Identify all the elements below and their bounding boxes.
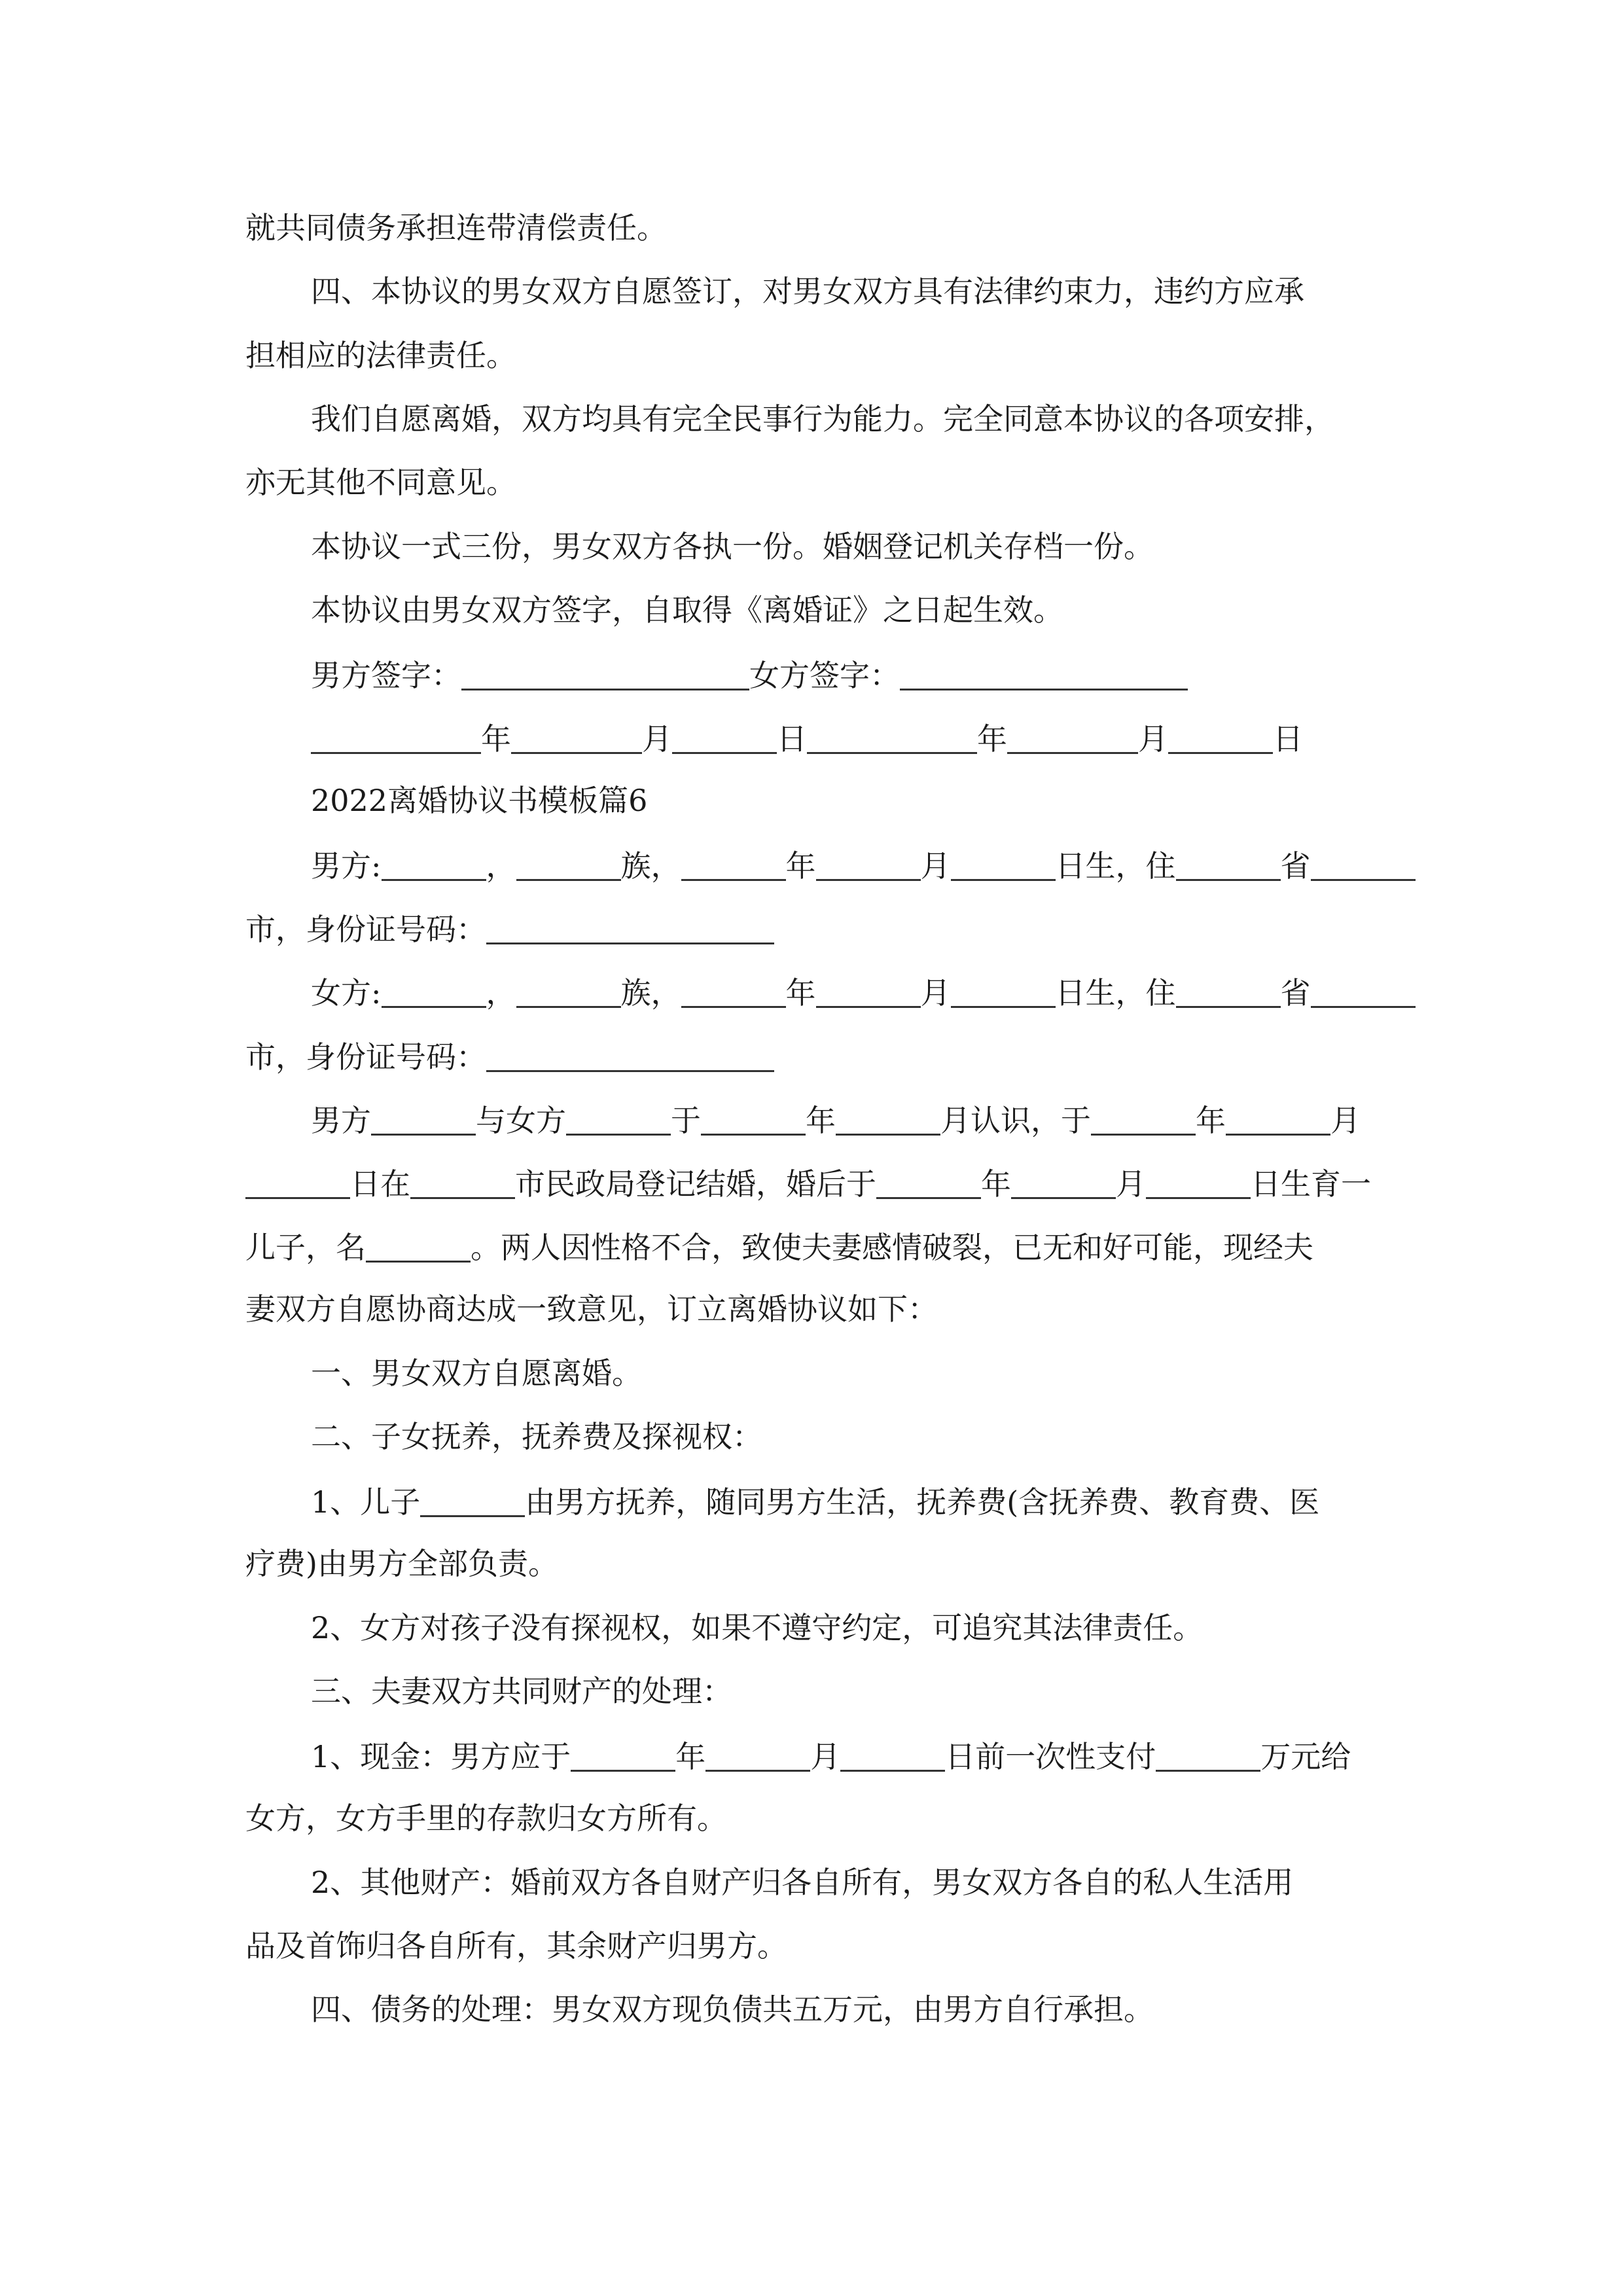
- blank: [516, 849, 621, 881]
- label: 年: [981, 1166, 1011, 1202]
- text-line: 女方，女方手里的存款归女方所有。: [245, 1801, 727, 1836]
- male-signature-blank: [461, 658, 749, 691]
- label: 省: [1280, 848, 1311, 884]
- blank: [951, 976, 1056, 1008]
- day-label: 日: [777, 721, 807, 757]
- label: 月: [920, 848, 951, 884]
- date-blank: [1168, 722, 1273, 754]
- text-line: 一、男女双方自愿离婚。: [311, 1355, 642, 1391]
- label: 月: [810, 1739, 841, 1775]
- label: 月: [1116, 1166, 1146, 1202]
- blank: [705, 1740, 810, 1772]
- label: 由男方抚养，随同男方生活，抚养费(含抚养费、教育费、医: [525, 1484, 1320, 1520]
- blank: [816, 849, 921, 881]
- year-label: 年: [481, 721, 511, 757]
- male-id-line: [245, 912, 774, 948]
- text-line: [245, 1230, 1313, 1266]
- blank: [1176, 849, 1281, 881]
- blank: [382, 976, 486, 1008]
- year-label: 年: [977, 721, 1007, 757]
- label: 儿子，名: [245, 1230, 366, 1266]
- blank: [836, 1103, 940, 1136]
- text-line: [245, 1166, 1371, 1202]
- female-signature-blank: [900, 658, 1188, 691]
- blank: [566, 1103, 671, 1136]
- text-line: [311, 1484, 1320, 1520]
- day-label: 日: [1273, 721, 1303, 757]
- label: 与女方: [476, 1103, 566, 1139]
- text-line: 2、女方对孩子没有探视权，如果不遵守约定，可追究其法律责任。: [311, 1610, 1204, 1645]
- female-info-line: [311, 975, 1416, 1011]
- blank: [1226, 1103, 1330, 1136]
- label: 市，身份证号码：: [245, 1039, 486, 1075]
- text-line: 四、本协议的男女双方自愿签订，对男女双方具有法律约束力，违约方应承: [311, 274, 1304, 309]
- text-line: 四、债务的处理：男女双方现负债共五万元，由男方自行承担。: [311, 1992, 1154, 2027]
- label: 日生，住: [1055, 848, 1176, 884]
- label: 日生育一: [1251, 1166, 1371, 1202]
- blank: [951, 849, 1056, 881]
- text-line: [311, 1103, 1361, 1139]
- text-line: 亦无其他不同意见。: [245, 465, 516, 500]
- signature-date-line: [311, 721, 1303, 757]
- date-blank: [807, 722, 977, 754]
- blank: [1011, 1167, 1116, 1199]
- text-line: 本协议一式三份，男女双方各执一份。婚姻登记机关存档一份。: [311, 529, 1154, 564]
- date-blank: [311, 722, 481, 754]
- month-label: 月: [642, 721, 672, 757]
- text-line: 就共同债务承担连带清偿责任。: [245, 210, 667, 245]
- section-title: 2022离婚协议书模板篇6: [311, 783, 648, 818]
- female-signature-label: 女方签字：: [749, 658, 900, 694]
- label: 市民政局登记结婚，婚后于: [515, 1166, 876, 1202]
- blank: [1311, 849, 1416, 881]
- signature-line: [311, 658, 1188, 694]
- blank: [1091, 1103, 1196, 1136]
- label: 省: [1280, 975, 1311, 1011]
- blank: [382, 849, 486, 881]
- blank: [816, 976, 921, 1008]
- month-label: 月: [1138, 721, 1168, 757]
- blank: [486, 1040, 774, 1072]
- blank: [701, 1103, 806, 1136]
- blank: [681, 849, 786, 881]
- blank: [876, 1167, 981, 1199]
- blank: [410, 1167, 515, 1199]
- blank: [366, 1230, 471, 1263]
- date-blank: [672, 722, 777, 754]
- blank: [1156, 1740, 1260, 1772]
- label: 日前一次性支付: [945, 1739, 1156, 1775]
- blank: [486, 912, 774, 944]
- label: 1、儿子: [311, 1484, 421, 1520]
- label: 男方: [311, 1103, 371, 1139]
- text-line: [311, 1739, 1351, 1775]
- blank: [1176, 976, 1281, 1008]
- label: 族，: [620, 975, 681, 1011]
- label: 年: [806, 1103, 836, 1139]
- label: 年: [785, 975, 816, 1011]
- text-line: 我们自愿离婚，双方均具有完全民事行为能力。完全同意本协议的各项安排，: [311, 401, 1334, 437]
- text-line: 二、子女抚养，抚养费及探视权：: [311, 1419, 762, 1454]
- label: 日在: [350, 1166, 410, 1202]
- label: 年: [785, 848, 816, 884]
- blank: [1146, 1167, 1251, 1199]
- male-info-line: [311, 848, 1416, 884]
- date-blank: [511, 722, 642, 754]
- text-line: 2、其他财产：婚前双方各自财产归各自所有，男女双方各自的私人生活用: [311, 1865, 1294, 1900]
- blank: [245, 1167, 350, 1199]
- label: 年: [1196, 1103, 1226, 1139]
- blank: [1311, 976, 1416, 1008]
- text-line: 疗费)由男方全部负责。: [245, 1546, 558, 1581]
- text-line: 三、夫妻双方共同财产的处理：: [311, 1674, 732, 1709]
- label: 1、现金：男方应于: [311, 1739, 571, 1775]
- label: 族，: [620, 848, 681, 884]
- label: 女方:: [311, 975, 382, 1011]
- male-signature-label: 男方签字：: [311, 658, 461, 694]
- label: 市，身份证号码：: [245, 912, 486, 948]
- label: 于: [671, 1103, 701, 1139]
- blank: [840, 1740, 945, 1772]
- text-line: 品及首饰归各自所有，其余财产归男方。: [245, 1928, 787, 1964]
- blank: [420, 1485, 525, 1517]
- label: 月认识，于: [940, 1103, 1091, 1139]
- blank: [371, 1103, 476, 1136]
- label: ，: [486, 848, 516, 884]
- female-id-line: [245, 1039, 774, 1075]
- label: 男方:: [311, 848, 382, 884]
- date-blank: [1007, 722, 1138, 754]
- text-line: 妻双方自愿协商达成一致意见，订立离婚协议如下：: [245, 1291, 938, 1327]
- label: 日生，住: [1055, 975, 1176, 1011]
- text-line: 担相应的法律责任。: [245, 338, 516, 373]
- label: ，: [486, 975, 516, 1011]
- label: 月: [920, 975, 951, 1011]
- blank: [681, 976, 786, 1008]
- label: 万元给: [1260, 1739, 1351, 1775]
- text-line: 本协议由男女双方签字，自取得《离婚证》之日起生效。: [311, 592, 1063, 628]
- blank: [516, 976, 621, 1008]
- blank: [571, 1740, 675, 1772]
- label: 。两人因性格不合，致使夫妻感情破裂，已无和好可能，现经夫: [471, 1230, 1313, 1266]
- label: 年: [675, 1739, 706, 1775]
- label: 月: [1330, 1103, 1361, 1139]
